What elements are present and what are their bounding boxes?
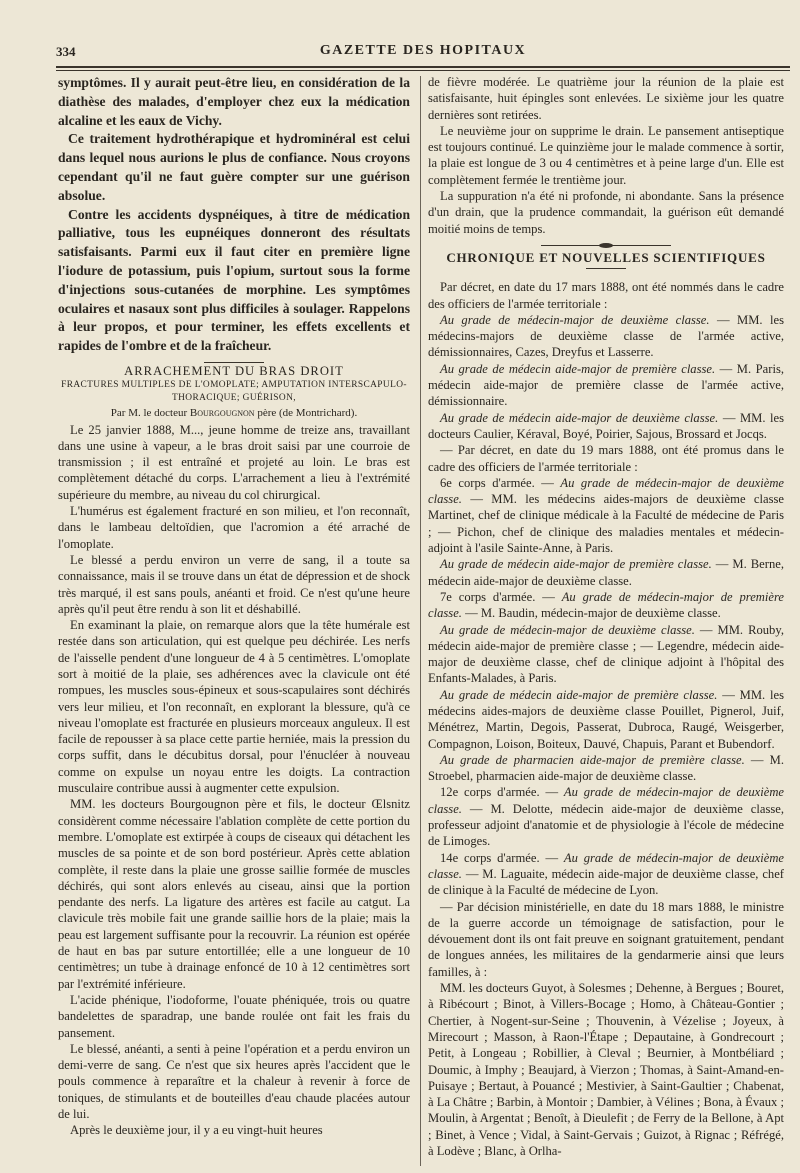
section-separator bbox=[541, 245, 671, 246]
entry-text: — M. Stroebel, pharmacien aide-major de deuxième classe. bbox=[428, 752, 784, 784]
continued-paragraph: La suppuration n'a été ni profonde, ni abondante. Sans la présence d'un drain, que la prudence commandait, la guérison eût demandé moitié moins de temps. bbox=[428, 189, 784, 236]
left-column bbox=[58, 74, 410, 1139]
entry-text: — Par décret, en date du 19 mars 1888, ont été promus dans le cadre des officiers de l'armée territoriale : bbox=[428, 443, 784, 474]
entry-text: — Par décision ministérielle, en date du 18 mars 1888, le ministre de la guerre accorde un témoignage de satisfaction, pour le dévouement dont ils ont fait preuve en soignant gratuitement, pendant de longues années, les militaires de la gendarmerie ainsi que leurs familles, à : bbox=[428, 899, 784, 979]
author-prefix: Par M. le docteur bbox=[110, 407, 188, 420]
chronique-list bbox=[428, 279, 784, 1159]
chronique-entry bbox=[428, 475, 784, 556]
grade-heading: Au grade de pharmacien aide-major de première classe. bbox=[440, 752, 745, 767]
lead-text bbox=[58, 74, 410, 356]
chronique-entry bbox=[428, 752, 784, 785]
chronique-entry bbox=[428, 312, 784, 361]
article-subtitle: FRACTURES MULTIPLES DE L'OMOPLATE; AMPUTATION INTERSCAPULO- bbox=[61, 380, 407, 391]
article-paragraph: Après le deuxième jour, il y a eu vingt-huit heures bbox=[70, 1123, 323, 1138]
grade-heading: Au grade de médecin aide-major de première classe. bbox=[440, 557, 712, 572]
grade-heading: Au grade de médecin aide-major de première classe. bbox=[440, 361, 716, 376]
grade-heading: Au grade de médecin aide-major de première classe. bbox=[440, 687, 718, 702]
entry-text: — MM. les médecins aides-majors de deuxième classe Martinet, chef de clinique médicale à la Faculté de médecine de Paris ; — Pichon, chef de clinique des maladies mentales et médecin-adjoint à l'asile Sainte-Anne, à Paris. bbox=[428, 492, 784, 556]
chronique-entry bbox=[428, 622, 784, 687]
chronique-entry bbox=[428, 980, 784, 1159]
article-paragraph: En examinant la plaie, on remarque alors que la tête humérale est restée dans son articulation, qui est quelque peu déchirée. Les nerfs de l'aisselle pendent d'une longueur de 4 à 5 centimètres. L'omoplate sort à moitié de la plaie, ses adhérences avec la clavicule ont été rompues, les muscles sous-épineux et sous-scapulaires sont déchirés vers leur milieu, et l'on reconnaît, en explorant la blessure, qu'à ce niveau l'omoplate est fracturée en plusieurs morceaux anguleux. Il est facile de repousser à sa place cette partie herniée, mais la pression du corps suffit, dans le décubitus dorsal, pour l'énucléer à nouveau comme on expulse un noyau entre les doigts. La contraction musculaire contribue aussi à augmenter cette expulsion. bbox=[58, 618, 410, 796]
article-author bbox=[58, 405, 410, 421]
entry-text: — M. Baudin, médecin-major de deuxième classe. bbox=[461, 606, 721, 621]
chronique-entry bbox=[428, 361, 784, 410]
grade-heading: Au grade de médecin-major de deuxième classe. bbox=[428, 850, 785, 881]
entry-text: — MM. les docteurs Caulier, Kéraval, Boyé, Poirier, Sajous, Brossard et Jocqs. bbox=[428, 410, 785, 441]
author-suffix: père (de Montrichard). bbox=[257, 407, 358, 420]
continued-paragraph: Le neuvième jour on supprime le drain. Le pansement antiseptique est toujours continué. Le quinzième jour le malade commence à sortir, la plaie est longue de 3 ou 4 centimètres et à peine large d'un. Elle est complètement fermée le trentième jour. bbox=[428, 123, 784, 187]
chronique-entry bbox=[428, 687, 784, 752]
article-paragraph: L'acide phénique, l'iodoforme, l'ouate phéniquée, trois ou quatre bandelettes de sparadrap, une bande roulée ont fait les frais du pansement. bbox=[58, 992, 410, 1040]
entry-text: MM. les docteurs Guyot, à Solesmes ; Dehenne, à Bergues ; Bouret, à Ribécourt ; Binot, à Villers-Bocage ; Homo, à Château-Gontier ; Chertier, à Nogent-sur-Seine ; Thouvenin, à Vézelise ; Joyeux, à Mirecourt ; Masson, à Raon-l'Étape ; Depautaine, à Gondrecourt ; Petit, à Longeau ; Robillier, à Cleval ; Beurnier, à Montbéliard ; Doumic, à Imphy ; Beaujard, à Vierzon ; Thomas, à Saint-Amand-en-Puisaye ; Bertaut, à Pouancé ; Mestivier, à Saint-Gaultier ; Chabenat, à La Châtre ; Barbin, à Montoir ; Dambier, à Vélines ; Bona, à Évaux ; Moulin, à Argentat ; Benoît, à Dieulefit ; de Ferry de la Bellone, à Apt ; Binet, à Vence ; Vidal, à Saint-Gervais ; Guizot, à Rignac ; Réfrégé, à Lodève ; Blanc, à Orlha- bbox=[428, 981, 784, 1158]
entry-text: 14e corps d'armée. — bbox=[440, 850, 564, 865]
chronique-entry bbox=[428, 279, 784, 312]
grade-heading: Au grade de médecin aide-major de deuxième classe. bbox=[440, 410, 719, 425]
entry-text: — MM. Rouby, médecin aide-major de première classe ; — Legendre, médecin aide-major de deuxième classe, chef de clinique adjoint à l'hôpital des Enfants-Malades, à Paris. bbox=[428, 622, 784, 686]
page-number: 334 bbox=[56, 44, 76, 59]
article-paragraph: Le blessé a perdu environ un verre de sang, il a toute sa connaissance, mais il se trouve dans un état de dépression et de shock très marqué, il est sans pouls, anéanti et froid. Ce n'est qu'une heure après qu'il peut être rendu à son lit et déshabillé. bbox=[58, 552, 410, 616]
chronique-entry bbox=[428, 850, 784, 899]
lead-paragraph: Ce traitement hydrothérapique et hydrominéral est celui dans lequel nous aurions le plus de confiance. Nous croyons cependant qu'il ne faut guère compter sur une guérison absolue. bbox=[58, 131, 410, 203]
right-column bbox=[428, 74, 784, 1159]
continued-paragraph: de fièvre modérée. Le quatrième jour la réunion de la plaie est satisfaisante, huit épingles sont enlevées. Le sixième jour les quatre dernières sont retirées. bbox=[428, 75, 784, 122]
entry-text: — M. Delotte, médecin aide-major de deuxième classe, professeur adjoint d'anatomie et de physiologie à l'école de médecine de Limoges. bbox=[428, 801, 784, 849]
entry-text: Par décret, en date du 17 mars 1888, ont été nommés dans le cadre des officiers de l'armée territoriale : bbox=[428, 280, 784, 311]
article-paragraph: MM. les docteurs Bourgougnon père et fils, le docteur Œlsnitz considèrent comme nécessaire l'ablation complète de cette portion du membre. L'omoplate est extirpée à coups de ciseaux qui détachent les muscles de sa pointe et de son bord postérieur. Après cette ablation complète, il reste dans la plaie une grosse saillie formée de muscles déchirés, qui sont alors enlevés au ciseau, ainsi que la portion pendante des nerfs. La ligature des artères est facile au catgut. La clavicule très mobile fait une grande saillie hors de la plaie; mais la peau est largement suffisante pour la recouvrir. La réunion est opérée de haut en bas par suture entortillée; elle a une longueur de 10 centimètres; un tube à drainage enfoncé de 10 à 12 centimètres sort par l'extrémité inférieure. bbox=[58, 797, 410, 991]
grade-heading: Au grade de médecin-major de deuxième classe. bbox=[428, 785, 785, 816]
lead-paragraph: Contre les accidents dyspnéiques, à titre de médication palliative, tous les eupnéiques donneront des résultats satisfaisants. Parmi eux il faut citer en première ligne l'iodure de potassium, puis l'opium, surtout sous la forme d'injections sous-cutanées de morphine. Les symptômes oculaires et nasaux sont plus difficiles à soulager. Rappelons à leur propos, et pour terminer, les effets excellents et rapides de l'ombre et de la fraîcheur. bbox=[58, 206, 410, 354]
journal-title: GAZETTE DES HOPITAUX bbox=[319, 43, 527, 58]
chronique-entry bbox=[428, 410, 784, 443]
article-paragraph: L'humérus est également fracturé en son milieu, et l'on reconnaît, dans le lambeau deltoïdien, que l'acromion a été arraché de l'omoplate. bbox=[58, 504, 410, 551]
article-title: ARRACHEMENT DU BRAS DROIT bbox=[124, 363, 344, 378]
section-title: CHRONIQUE ET NOUVELLES SCIENTIFIQUES bbox=[446, 249, 766, 265]
entry-text: — M. Laguaite, médecin aide-major de deuxième classe, chef de clinique à la Faculté de médecine de Lyon. bbox=[428, 866, 784, 898]
article-paragraph: Le 25 janvier 1888, M..., jeune homme de treize ans, travaillant dans une usine à vapeur, a le bras droit saisi par une courroie de transmission ; il est entraîné et projeté au loin. Le bras est complètement détaché du corps. L'arrachement a lieu à l'extrémité supérieure du membre, au niveau du col chirurgical. bbox=[58, 422, 410, 502]
grade-heading: Au grade de médecin-major de première classe. bbox=[428, 589, 785, 621]
section-underline bbox=[586, 268, 626, 269]
chronique-entry bbox=[428, 899, 784, 980]
entry-text: — M. Berne, médecin aide-major de deuxième classe. bbox=[428, 557, 785, 588]
chronique-entry bbox=[428, 589, 784, 622]
lead-paragraph: symptômes. Il y aurait peut-être lieu, en considération de la diathèse des malades, d'employer chez eux la médication alcaline et les eaux de Vichy. bbox=[58, 75, 410, 128]
grade-heading: Au grade de médecin-major de deuxième classe. bbox=[440, 312, 710, 327]
entry-text: — M. Paris, médecin aide-major de première classe de l'armée active, démissionnaire. bbox=[428, 361, 784, 409]
entry-text: 12e corps d'armée. — bbox=[440, 785, 564, 800]
header-rule-thin bbox=[56, 70, 790, 71]
column-divider bbox=[420, 76, 421, 1166]
grade-heading: Au grade de médecin-major de deuxième classe. bbox=[440, 622, 695, 637]
entry-text: 7e corps d'armée. — bbox=[440, 589, 562, 604]
header-rule bbox=[56, 66, 790, 68]
entry-text: — MM. les médecins aides-majors de deuxième classe Pouillet, Pignerol, Juif, Ménétrez, Martin, Degois, Passerat, Dubroca, Raugé, Weisgerber, Compagnon, Loison, Boiteux, Dauvé, Chapuis, Parant et Bubendorf. bbox=[428, 687, 784, 751]
page-header bbox=[56, 40, 790, 64]
author-name: Bourgougnon bbox=[189, 407, 255, 420]
article-paragraph: Le blessé, anéanti, a senti à peine l'opération et a perdu environ un demi-verre de sang. Ce n'est que six heures après l'accident que le pouls commence à reparaître et la chaleur à revenir à force de toniques, de stimulants et de bouteilles d'eau chaude placées autour de lui. bbox=[58, 1041, 410, 1122]
chronique-entry bbox=[428, 784, 784, 849]
chronique-entry bbox=[428, 556, 784, 589]
grade-heading: Au grade de médecin-major de deuxième classe. bbox=[428, 475, 785, 507]
chronique-entry bbox=[428, 442, 784, 475]
entry-text: — MM. les médecins-majors de deuxième classe de l'armée active, démissionnaires, Cazes, Dreyfus et Lasserre. bbox=[428, 312, 784, 360]
entry-text: 6e corps d'armée. — bbox=[440, 475, 561, 490]
article-subtitle-2: THORACIQUE; GUÉRISON, bbox=[171, 393, 297, 404]
